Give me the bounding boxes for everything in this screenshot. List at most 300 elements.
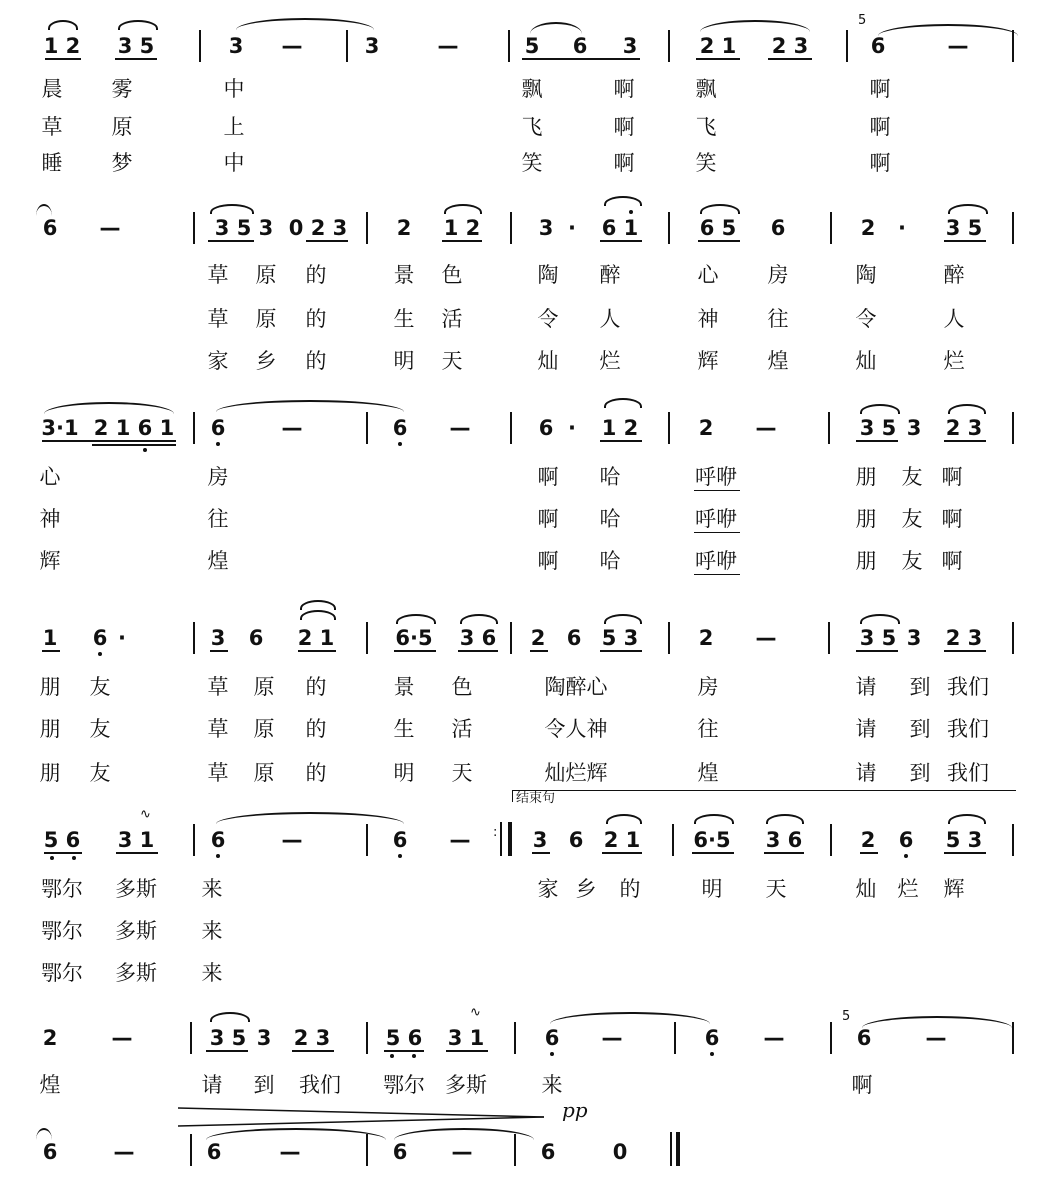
final-barline (670, 1132, 672, 1166)
lyric: 的 (305, 675, 327, 699)
note: 6 (568, 828, 584, 852)
slur (860, 404, 900, 414)
slur (460, 614, 498, 624)
tie (36, 204, 52, 216)
note: 3 5 (945, 216, 983, 240)
lyric: 草 (207, 263, 229, 287)
note: 3 1 (447, 1026, 485, 1050)
lyric: 草 (207, 675, 229, 699)
lyric: 明 (393, 761, 415, 785)
underline (42, 440, 176, 442)
tie (36, 1128, 52, 1140)
lyric: 哈 (599, 549, 621, 573)
lyric: 啊 (941, 507, 963, 531)
lyric: 来 (201, 961, 223, 985)
lyric: 色 (441, 263, 463, 287)
underline (944, 240, 986, 242)
lyric: 啊 (869, 115, 891, 139)
lyric: 的 (305, 717, 327, 741)
note: 3 (532, 828, 548, 852)
dash: — (279, 1140, 301, 1164)
slur (210, 1012, 250, 1022)
lyric-underline (694, 490, 740, 491)
slur (948, 404, 986, 414)
lyric-underline (694, 574, 740, 575)
underline (860, 852, 878, 854)
lyric: 我们 (947, 761, 989, 785)
lyric: 请 (855, 761, 877, 785)
lyric: 原 (111, 115, 133, 139)
lyric: 心 (697, 263, 719, 287)
lyric: 的 (305, 263, 327, 287)
note: 3 5 (859, 416, 897, 440)
note: 2 3 (945, 416, 983, 440)
underline (116, 852, 158, 854)
underline (944, 650, 986, 652)
lyric: 乡 (575, 877, 597, 901)
lyric: 往 (697, 717, 719, 741)
lyric: 令 (855, 307, 877, 331)
lyric: 灿 (855, 877, 877, 901)
lyric: 雾 (111, 77, 133, 101)
note: 3 5 (117, 34, 155, 58)
underline (692, 852, 734, 854)
note: 2 1 (603, 828, 641, 852)
note: 6·5 (395, 626, 433, 650)
note: 6 (544, 1026, 560, 1050)
note: 5 (524, 34, 540, 58)
tie (216, 400, 404, 412)
barline (199, 30, 201, 62)
dash: — (449, 416, 471, 440)
lyric: 往 (207, 507, 229, 531)
slur (604, 196, 642, 206)
dash: — (281, 828, 303, 852)
low-dot (72, 856, 76, 860)
barline (668, 622, 670, 654)
underline (698, 240, 740, 242)
underline (532, 852, 550, 854)
lyric: 飞 (695, 115, 717, 139)
tie (700, 20, 810, 32)
lyric: 神 (697, 307, 719, 331)
note: 2 1 (297, 626, 335, 650)
lyric: 家 (207, 349, 229, 373)
lyric: 到 (909, 761, 931, 785)
barline (508, 30, 510, 62)
note: 6 (538, 416, 554, 440)
lyric: 啊 (537, 549, 559, 573)
slur (210, 204, 254, 214)
note: 6 (856, 1026, 872, 1050)
underline (442, 240, 482, 242)
lyric: 鄂尔 (41, 961, 83, 985)
lyric: 明 (701, 877, 723, 901)
note: 6·5 (693, 828, 731, 852)
tie (216, 812, 404, 824)
note: 6 (870, 34, 886, 58)
note: 3 (538, 216, 554, 240)
lyric: 房 (207, 465, 229, 489)
note: 1 2 (601, 416, 639, 440)
lyric: 原 (253, 717, 275, 741)
barline (1012, 824, 1014, 856)
note: 2 3 (771, 34, 809, 58)
underline (210, 650, 228, 652)
low-dot (216, 442, 220, 446)
underline (115, 58, 157, 60)
note: 3 1 (117, 828, 155, 852)
barline (366, 412, 368, 444)
lyric: 啊 (537, 465, 559, 489)
lyric: 煌 (697, 761, 719, 785)
lyric: 啊 (851, 1073, 873, 1097)
lyric: 鄂尔 (41, 877, 83, 901)
lyric: 烂 (943, 349, 965, 373)
barline (668, 30, 670, 62)
slur (948, 814, 986, 824)
dot: · (118, 626, 126, 650)
lyric: 朋 (855, 465, 877, 489)
barline (366, 622, 368, 654)
barline (846, 30, 848, 62)
lyric: 令人神 (544, 717, 608, 741)
note: 6 (704, 1026, 720, 1050)
lyric: 上 (223, 115, 245, 139)
barline (674, 1022, 676, 1054)
lyric: 灿烂辉 (544, 761, 608, 785)
underline (306, 240, 348, 242)
lyric: 飘 (521, 77, 543, 101)
lyric: 煌 (39, 1073, 61, 1097)
underline (206, 1050, 248, 1052)
lyric: 生 (393, 307, 415, 331)
lyric: 草 (207, 307, 229, 331)
underline (446, 1050, 488, 1052)
lyric: 飞 (521, 115, 543, 139)
lyric: 我们 (299, 1073, 341, 1097)
low-dot (98, 652, 102, 656)
lyric: 到 (909, 717, 931, 741)
underline (394, 650, 436, 652)
lyric: 天 (441, 349, 463, 373)
note: 6 5 (699, 216, 737, 240)
note: 6 (392, 416, 408, 440)
barline-thick (508, 822, 512, 856)
underline (600, 240, 642, 242)
lyric: 请 (855, 717, 877, 741)
note: 1 (42, 626, 58, 650)
note: 5 6 (385, 1026, 423, 1050)
note: 6 (42, 1140, 58, 1164)
lyric: 友 (89, 717, 111, 741)
note: 3·1 (41, 416, 79, 440)
lyric: 烂 (599, 349, 621, 373)
lyric: 原 (255, 307, 277, 331)
slur (700, 204, 740, 214)
lyric: 草 (41, 115, 63, 139)
note: 6 (42, 216, 58, 240)
barline (193, 212, 195, 244)
lyric: 飘 (695, 77, 717, 101)
low-dot (50, 856, 54, 860)
note: 6 (210, 416, 226, 440)
barline (193, 824, 195, 856)
lyric: 啊 (613, 151, 635, 175)
ending-bracket (512, 790, 1016, 791)
lyric: 活 (441, 307, 463, 331)
tie (236, 18, 374, 30)
lyric: 呼咿 (695, 549, 737, 573)
barline (828, 622, 830, 654)
note: 2 (698, 416, 714, 440)
underline (522, 58, 640, 60)
lyric: 到 (909, 675, 931, 699)
dash: — (437, 34, 459, 58)
dot: · (568, 216, 576, 240)
note: 2 1 (699, 34, 737, 58)
note: 6 (92, 626, 108, 650)
note: 3 6 (765, 828, 803, 852)
rest: 0 (612, 1140, 628, 1164)
lyric: 朋 (39, 717, 61, 741)
underline (696, 58, 740, 60)
underline (45, 58, 81, 60)
lyric-underline (694, 532, 740, 533)
barline (190, 1134, 192, 1166)
note: 2 (42, 1026, 58, 1050)
tie (530, 22, 582, 34)
lyric: 请 (201, 1073, 223, 1097)
lyric: 到 (253, 1073, 275, 1097)
low-dot (143, 448, 147, 452)
note: 3 5 3 (214, 216, 274, 240)
slur (606, 814, 642, 824)
ending-label: 结束句 (516, 791, 556, 806)
lyric: 的 (305, 761, 327, 785)
lyric: 来 (541, 1073, 563, 1097)
underline (92, 444, 176, 446)
note: 3 (228, 34, 244, 58)
dynamic-pp: pp (562, 1098, 588, 1122)
barline (1012, 1022, 1014, 1054)
note: 6 1 (601, 216, 639, 240)
lyric: 请 (855, 675, 877, 699)
underline (384, 1050, 424, 1052)
low-dot (710, 1052, 714, 1056)
underline (530, 650, 548, 652)
barline (514, 1134, 516, 1166)
ending-bracket-hook (512, 790, 513, 802)
underline (292, 1050, 334, 1052)
tie (394, 1128, 534, 1140)
slur (860, 614, 900, 624)
lyric: 呼咿 (695, 507, 737, 531)
note: 2 (530, 626, 546, 650)
note: 2 (860, 216, 876, 240)
dash: — (755, 416, 777, 440)
lyric: 朋 (39, 675, 61, 699)
barline (193, 622, 195, 654)
lyric: 辉 (943, 877, 965, 901)
tie (550, 1012, 710, 1024)
dash: — (113, 1140, 135, 1164)
note: 3 5 (859, 626, 897, 650)
lyric: 中 (223, 77, 245, 101)
lyric: 天 (451, 761, 473, 785)
dash: — (925, 1026, 947, 1050)
slur (948, 204, 988, 214)
slur (604, 398, 642, 408)
lyric: 人 (943, 307, 965, 331)
slur (766, 814, 804, 824)
lyric: 陶醉心 (544, 675, 608, 699)
lyric: 明 (393, 349, 415, 373)
mordent-icon: ∿ (140, 807, 151, 822)
lyric: 心 (39, 465, 61, 489)
barline (510, 622, 512, 654)
note: 6 (392, 1140, 408, 1164)
underline (602, 852, 642, 854)
lyric: 的 (305, 307, 327, 331)
note: 1 2 (443, 216, 481, 240)
dash: — (111, 1026, 133, 1050)
dash: — (755, 626, 777, 650)
lyric: 令 (537, 307, 559, 331)
note: 6 (248, 626, 264, 650)
lyric: 啊 (537, 507, 559, 531)
lyric: 笑 (695, 151, 717, 175)
lyric: 草 (207, 717, 229, 741)
dash: — (281, 34, 303, 58)
high-dot (629, 210, 633, 214)
lyric: 人 (599, 307, 621, 331)
low-dot (412, 1054, 416, 1058)
lyric: 友 (89, 675, 111, 699)
lyric: 朋 (855, 549, 877, 573)
note: 6 (898, 828, 914, 852)
lyric: 房 (767, 263, 789, 287)
barline (190, 1022, 192, 1054)
slur (396, 614, 436, 624)
lyric: 我们 (947, 717, 989, 741)
barline (1012, 212, 1014, 244)
lyric: 烂 (897, 877, 919, 901)
lyric: 来 (201, 919, 223, 943)
slur (300, 610, 336, 620)
tie (206, 1128, 386, 1140)
slur (48, 20, 78, 30)
note: 6 (540, 1140, 556, 1164)
lyric: 灿 (537, 349, 559, 373)
note: 3 (210, 626, 226, 650)
lyric: 睡 (41, 151, 63, 175)
note: 3 (906, 416, 922, 440)
note: 2 3 (293, 1026, 331, 1050)
note: 3 5 (209, 1026, 247, 1050)
underline (768, 58, 812, 60)
lyric: 哈 (599, 465, 621, 489)
lyric: 啊 (869, 151, 891, 175)
barline (346, 30, 348, 62)
slur (300, 600, 336, 610)
low-dot (398, 442, 402, 446)
dot: · (898, 216, 906, 240)
lyric: 鄂尔 (383, 1073, 425, 1097)
lyric: 景 (393, 675, 415, 699)
lyric: 的 (619, 877, 641, 901)
note: 6 (566, 626, 582, 650)
final-barline-thick (676, 1132, 680, 1166)
lyric: 友 (901, 507, 923, 531)
decrescendo-hairpin (176, 1106, 548, 1128)
repeat-dots: : (493, 825, 498, 840)
low-dot (904, 854, 908, 858)
dash: — (601, 1026, 623, 1050)
slur (444, 204, 482, 214)
underline (764, 852, 804, 854)
lyric: 友 (901, 549, 923, 573)
note: 5 6 (43, 828, 81, 852)
underline (944, 852, 986, 854)
lyric: 辉 (697, 349, 719, 373)
barline (668, 412, 670, 444)
lyric: 生 (393, 717, 415, 741)
lyric: 晨 (41, 77, 63, 101)
lyric: 我们 (947, 675, 989, 699)
lyric: 灿 (855, 349, 877, 373)
lyric: 乡 (255, 349, 277, 373)
lyric: 多斯 (115, 961, 157, 985)
note: 2 (396, 216, 412, 240)
underline (42, 650, 60, 652)
underline (856, 440, 898, 442)
grace-note: 5 (842, 1009, 851, 1024)
barline (830, 212, 832, 244)
lyric: 原 (253, 761, 275, 785)
barline (828, 412, 830, 444)
note: 3 6 (459, 626, 497, 650)
barline (366, 212, 368, 244)
lyric: 醉 (943, 263, 965, 287)
lyric: 笑 (521, 151, 543, 175)
note: 6 (392, 828, 408, 852)
lyric: 煌 (767, 349, 789, 373)
lyric: 多斯 (115, 877, 157, 901)
barline (830, 1022, 832, 1054)
lyric: 往 (767, 307, 789, 331)
barline (500, 822, 502, 856)
lyric: 友 (901, 465, 923, 489)
note: 2 (698, 626, 714, 650)
lyric: 友 (89, 761, 111, 785)
barline (514, 1022, 516, 1054)
lyric: 啊 (613, 115, 635, 139)
dash: — (947, 34, 969, 58)
lyric: 多斯 (115, 919, 157, 943)
dash: — (763, 1026, 785, 1050)
note: 6 (206, 1140, 222, 1164)
dash: — (449, 828, 471, 852)
lyric: 的 (305, 349, 327, 373)
barline (510, 212, 512, 244)
note: 5 3 (945, 828, 983, 852)
lyric: 原 (253, 675, 275, 699)
slur (694, 814, 734, 824)
underline (600, 650, 642, 652)
lyric: 天 (765, 877, 787, 901)
barline (672, 824, 674, 856)
